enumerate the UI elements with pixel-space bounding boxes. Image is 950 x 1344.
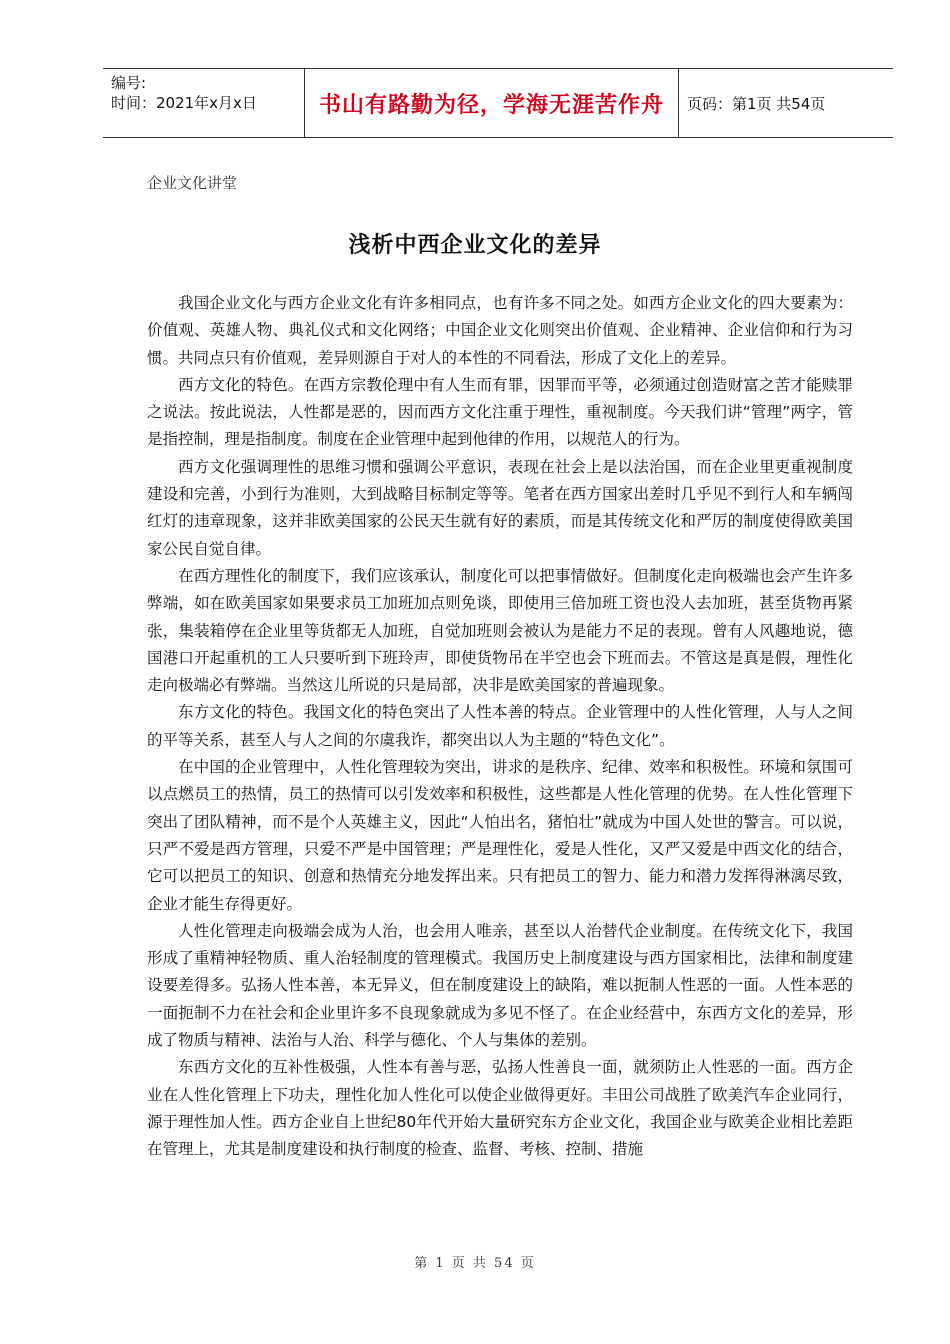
paragraph: 西方文化的特色。在西方宗教伦理中有人生而有罪，因罪而平等，必须通过创造财富之苦才能赎罪之说法。按此说法，人性都是恶的，因而西方文化注重于理性，重视制度。今天我们讲“管理”两字，管是指控制，理是指制度。制度在企业管理中起到他律的作用，以规范人的行为。 [147,375,853,449]
time-label: 时间：2021年x月x日 [111,94,257,112]
paragraph: 东方文化的特色。我国文化的特色突出了人性本善的特点。企业管理中的人性化管理，人与人之间的平等关系，甚至人与人之间的尔虞我诈，都突出以人为主题的“特色文化”。 [147,703,853,749]
header-motto-cell [305,69,679,137]
paragraph: 西方文化强调理性的思维习惯和强调公平意识，表现在社会上是以法治国，而在企业里更重视制度建设和完善，小到行为准则，大到战略目标制定等等。笔者在西方国家出差时几乎见不到行人和车辆闯红灯的违章现象，这并非欧美国家的公民天生就有好的素质，而是其传统文化和严厉的制度使得欧美国家公民自觉自律。 [147,457,853,558]
paragraph: 人性化管理走向极端会成为人治，也会用人唯亲，甚至以人治替代企业制度。在传统文化下，我国形成了重精神轻物质、重人治轻制度的管理模式。我国历史上制度建设与西方国家相比，法律和制度建设要差得多。弘扬人性本善，本无异义，但在制度建设上的缺陷，难以扼制人性恶的一面。人性本恶的一面扼制不力在社会和企业里许多不良现象就成为多见不怪了。在企业经营中，东西方文化的差异，形成了物质与精神、法治与人治、科学与德化、个人与集体的差别。 [147,921,853,1050]
paragraph: 在中国的企业管理中，人性化管理较为突出，讲求的是秩序、纪律、效率和积极性。环境和氛围可以点燃员工的热情，员工的热情可以引发效率和积极性，这些都是人性化管理的优势。在人性化管理下突出了团队精神，而不是个人英雄主义，因此“人怕出名，猪怕壮”就成为中国人处世的警言。可以说，只严不爱是西方管理，只爱不严是中国管理；严是理性化，爱是人性化，又严又爱是中西文化的结合，它可以把员工的知识、创意和热情充分地发挥出来。只有把员工的智力、能力和潜力发挥得淋漓尽致，企业才能生存得更好。 [147,758,853,913]
document-header [103,68,893,138]
page-info: 页码：第1页 共54页 [687,94,826,113]
document-title: 浅析中西企业文化的差异 [348,233,602,258]
header-meta [103,69,305,137]
motto: 书山有路勤为径，学海无涯苦作舟 [318,92,664,118]
header-page-cell [679,69,893,137]
page-footer: 第 1 页 共 54 页 [414,1256,536,1271]
paragraph: 我国企业文化与西方企业文化有许多相同点，也有许多不同之处。如西方企业文化的四大要素为：价值观、英雄人物、典礼仪式和文化网络；中国企业文化则突出价值观、企业精神、企业信仰和行为习惯。共同点只有价值观，差异则源自于对人的本性的不同看法，形成了文化上的差异。 [147,294,853,367]
paragraph: 东西方文化的互补性极强，人性本有善与恶，弘扬人性善良一面，就须防止人性恶的一面。西方企业在人性化管理上下功夫，理性化加人性化可以使企业做得更好。丰田公司战胜了欧美汽车企业同行，源于理性加人性。西方企业自上世纪80年代开始大量研究东方企业文化，我国企业与欧美企业相比差距在管理上，尤其是制度建设和执行制度的检查、监督、考核、控制、措施 [147,1058,853,1159]
paragraph: 在西方理性化的制度下，我们应该承认，制度化可以把事情做好。但制度化走向极端也会产生许多弊端，如在欧美国家如果要求员工加班加点则免谈，即使用三倍加班工资也没人去加班，甚至货物再紧张，集装箱停在企业里等货都无人加班，自觉加班则会被认为是能力不足的表现。曾有人风趣地说，德国港口开起重机的工人只要听到下班玲声，即使货物吊在半空也会下班而去。不管这是真是假，理性化走向极端必有弊端。当然这儿所说的只是局部，决非是欧美国家的普遍现象。 [147,566,853,695]
category-label: 企业文化讲堂 [147,174,238,192]
document-body [147,290,853,1164]
number-label: 编号: [111,74,147,92]
